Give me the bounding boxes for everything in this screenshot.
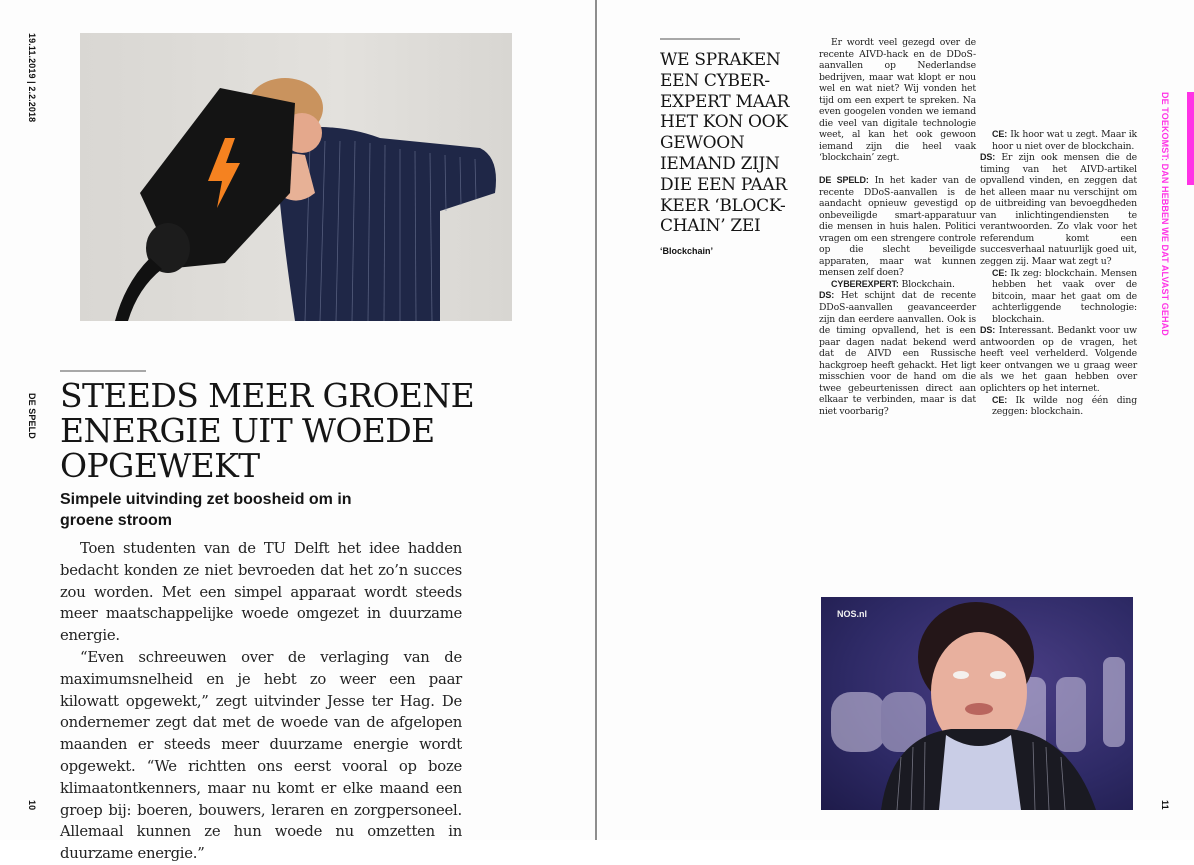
interview-exchange (980, 129, 1137, 152)
interview-exchange (819, 290, 976, 417)
exchange-text: Het schijnt dat de recente DDoS-aanvallen geavanceerder zijn dan eerdere aanvallen. Ook is de timing opvallend, het is een paar dagen nadat bekend werd dat de AIVD een Russische hackgroep heeft gehackt. Het ligt misschien voor de hand om die twee gebeurtenissen direct aan elkaar te verbinden, maar is dat niet voorbarig? (819, 290, 976, 417)
tv-still-photo (821, 597, 1133, 810)
speaker-label: CE: (992, 394, 1008, 405)
exchange-text: Ik wilde nog één ding zeggen: blockchain. (992, 394, 1137, 418)
exchange-text: Ik hoor wat u zegt. Maar ik hoor u niet over de blockchain. (992, 129, 1137, 152)
article-paragraph: “Even schreeuwen over de verlaging van de maximumsnelheid en je hebt zo weer een paar kilowatt opgewekt,” zegt uitvinder Jesse ter Hag. De ondernemer zegt dat met de woede van de afgelopen maanden er steeds meer duurzame energie wordt opgewekt. “We richtten ons eerst vooral op boze klimaatontkenners, maar nu komt er elke maand een groep bij: boeren, bouwers, leraren en zorgpersoneel. Allemaal kunnen ze hun woede nu omzetten in duurzame energie.” (60, 648, 462, 863)
section-label-right: DE TOEKOMST: DAN HEBBEN WE DAT ALVAST GEHAD (1160, 92, 1170, 336)
tv-still-illustration (821, 597, 1133, 810)
interview-exchange (980, 152, 1137, 267)
article-headline: STEEDS MEER GROENE ENERGIE UIT WOEDE OPGEWEKT (60, 376, 475, 485)
page-number-right: 11 (1160, 800, 1170, 810)
speaker-label: DE SPELD: (819, 175, 869, 186)
pullquote-rule (660, 38, 740, 40)
speaker-label: CE: (992, 129, 1008, 139)
issue-date-label: 19.11.2019 | 2.2.2018 (27, 33, 37, 123)
speaker-label: CE: (992, 267, 1008, 278)
megaphone-photo (80, 33, 512, 321)
article-body (60, 538, 462, 865)
speaker-label: CYBEREXPERT: (831, 278, 899, 289)
interview-exchange (819, 279, 976, 291)
headline-rule (60, 370, 146, 372)
speaker-label: DS: (819, 290, 835, 301)
interview-column-1 (819, 37, 976, 418)
publication-label: DE SPELD (27, 393, 37, 439)
exchange-text: Ik zeg: blockchain. Mensen hebben het vaak over de bitcoin, maar het gaat om de achterliggende technologie: blockchain. (992, 267, 1137, 325)
exchange-text: Er zijn ook mensen die de timing van het AIVD-artikel opvallend vinden, en zeggen dat het alleen maar nu verschijnt om de uitbreiding van bevoegdheden van inlichtingendiensten te verantwoorden. Zo vlak voor het referendum komt een succesverhaal natuurlijk goed uit, zeggen zij. Maar wat zegt u? (980, 152, 1137, 268)
interview-exchange (980, 395, 1137, 418)
page-number-left: 10 (27, 800, 37, 811)
interview-exchange (819, 175, 976, 279)
article-paragraph: Toen studenten van de TU Delft het idee hadden bedacht konden ze niet bevroeden dat het zo’n succes zou worden. Met een simpel apparaat wordt steeds meer maatschappelijke woede omgezet in duurzame energie. (60, 540, 462, 645)
exchange-text: Interessant. Bedankt voor uw antwoorden op de vragen, het heeft veel verhelderd. Volgende keer ontvangen we u graag weer als we het gaan hebben over oplichters op het internet. (980, 325, 1137, 395)
exchange-text: Blockchain. (898, 278, 955, 290)
page-spine (595, 0, 597, 840)
exchange-text: In het kader van de recente DDoS-aanvallen is de aandacht opnieuw gevestigd op onbeveiligde smart-apparatuur die mensen in huis halen. Politici vragen om een strengere controle op die slecht beveiligde apparaten, maar wat kunnen mensen zelf doen? (819, 175, 976, 279)
section-accent-bar (1187, 92, 1194, 185)
interview-exchange (980, 268, 1137, 326)
speaker-label: DS: (980, 152, 996, 163)
megaphone-photo-illustration (80, 33, 512, 321)
pullquote-heading: WE SPRAKEN EEN CYBER-EXPERT MAAR HET KON OOK GEWOON IEMAND ZIJN DIE EEN PAAR KEER ‘BLOCK-CHAIN’ ZEI (660, 50, 790, 237)
interview-column-2 (980, 129, 1137, 418)
article-subheadline: Simpele uitvinding zet boosheid om in groene stroom (60, 491, 352, 529)
nos-watermark: NOS.nl (837, 609, 868, 619)
pullquote-tag: ‘Blockchain’ (660, 246, 714, 256)
speaker-label: DS: (980, 325, 996, 336)
interview-exchange (980, 325, 1137, 394)
interview-intro: Er wordt veel gezegd over de recente AIVD-hack en de DDoS-aanvallen op Nederlandse bedrijven, maar wat klopt er nou wel en wat niet? Wij vonden het tijd om een expert te spreken. Na even googelen vonden we iemand die veel van digitale technologie weet, al kan het ook gewoon iemand zijn die heel vaak ‘blockchain’ zegt. (819, 37, 976, 164)
